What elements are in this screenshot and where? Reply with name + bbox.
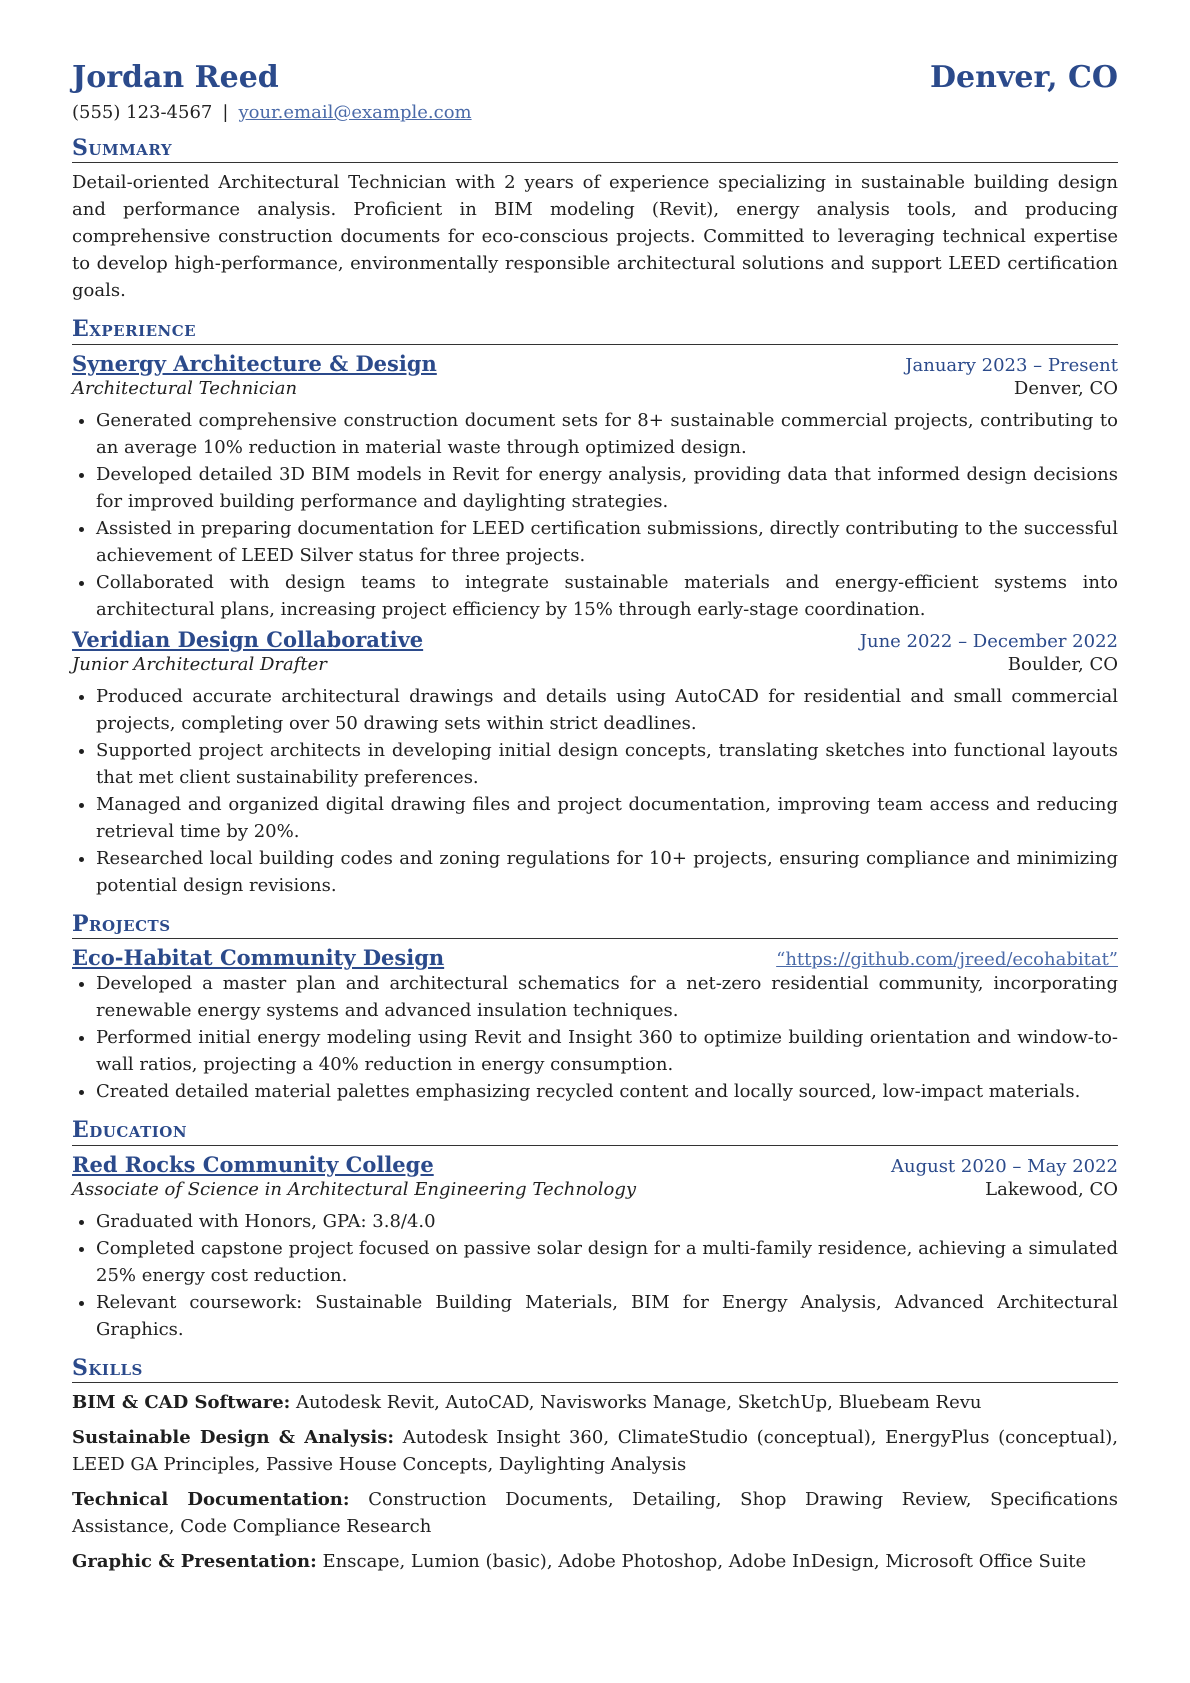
job-location: Denver, CO	[1013, 377, 1118, 399]
education-bullets	[72, 1208, 1118, 1343]
list-item: • Graduated with Honors, GPA: 3.8/4.0	[96, 1208, 1118, 1235]
project-name[interactable]: Eco-Habitat Community Design	[72, 945, 445, 971]
skills-section	[72, 1355, 1118, 1575]
skill-values: Autodesk Revit, AutoCAD, Navisworks Manage, SketchUp, Bluebeam Revu	[296, 1391, 982, 1413]
school-name[interactable]: Red Rocks Community College	[72, 1151, 434, 1177]
company-name[interactable]: Synergy Architecture & Design	[72, 350, 437, 376]
job-role: Architectural Technician	[72, 377, 298, 399]
job-role: Junior Architectural Drafter	[72, 653, 327, 675]
degree-name: Associate of Science in Architectural Engineering Technology	[72, 1178, 637, 1200]
section-title-projects: Projects	[72, 911, 1118, 939]
list-item: • Produced accurate architectural drawings and details using AutoCAD for residential and small commercial projects, completing over 50 drawing sets within strict deadlines.	[96, 683, 1118, 737]
list-item: • Performed initial energy modeling using Revit and Insight 360 to optimize building orientation and window-to-wall ratios, projecting a 40% reduction in energy consumption.	[96, 1024, 1118, 1078]
list-item: • Developed a master plan and architectural schematics for a net-zero residential community, incorporating renewable energy systems and advanced insulation techniques.	[96, 970, 1118, 1024]
list-item: • Developed detailed 3D BIM models in Revit for energy analysis, providing data that informed design decisions for improved building performance and daylighting strategies.	[96, 461, 1118, 515]
candidate-location: Denver, CO	[930, 60, 1118, 95]
contact-separator: |	[222, 102, 229, 123]
school-location: Lakewood, CO	[985, 1178, 1118, 1200]
experience-section	[72, 316, 1118, 898]
projects-section	[72, 911, 1118, 1105]
job-location: Boulder, CO	[1007, 653, 1118, 675]
job-dates: June 2022 – December 2022	[859, 630, 1118, 652]
skill-label: Graphic & Presentation:	[72, 1550, 317, 1572]
job-entry	[72, 627, 1118, 899]
skill-label: Technical Documentation:	[72, 1488, 350, 1510]
summary-section	[72, 135, 1118, 304]
candidate-name: Jordan Reed	[72, 60, 279, 95]
section-title-summary: Summary	[72, 135, 1118, 163]
project-entry	[72, 945, 1118, 1105]
skill-group	[72, 1424, 1118, 1478]
section-title-skills: Skills	[72, 1355, 1118, 1383]
list-item: • Supported project architects in developing initial design concepts, translating sketches into functional layouts that met client sustainability preferences.	[96, 737, 1118, 791]
skill-values: Enscape, Lumion (basic), Adobe Photoshop, Adobe InDesign, Microsoft Office Suite	[322, 1550, 1087, 1572]
section-title-experience: Experience	[72, 316, 1118, 344]
job-bullets	[72, 407, 1118, 623]
job-entry	[72, 351, 1118, 623]
list-item: • Created detailed material palettes emphasizing recycled content and locally sourced, low-impact materials.	[96, 1078, 1118, 1105]
project-link[interactable]: “https://github.com/jreed/ecohabitat”	[776, 949, 1118, 971]
list-item: • Generated comprehensive construction document sets for 8+ sustainable commercial projects, contributing to an average 10% reduction in material waste through optimized design.	[96, 407, 1118, 461]
contact-line	[72, 102, 1118, 123]
list-item: • Relevant coursework: Sustainable Building Materials, BIM for Energy Analysis, Advanced Architectural Graphics.	[96, 1289, 1118, 1343]
email-link[interactable]: your.email@example.com	[238, 102, 472, 123]
education-dates: August 2020 – May 2022	[890, 1155, 1118, 1177]
skill-label: Sustainable Design & Analysis:	[72, 1426, 394, 1448]
skill-values: Construction Documents, Detailing, Shop Drawing Review, Specifications Assistance, Code Compliance Research	[72, 1488, 1118, 1537]
company-name[interactable]: Veridian Design Collaborative	[72, 626, 424, 652]
list-item: • Assisted in preparing documentation for LEED certification submissions, directly contributing to the successful achievement of LEED Silver status for three projects.	[96, 515, 1118, 569]
list-item: • Completed capstone project focused on passive solar design for a multi-family residence, achieving a simulated 25% energy cost reduction.	[96, 1235, 1118, 1289]
project-bullets	[72, 970, 1118, 1105]
list-item: • Collaborated with design teams to integrate sustainable materials and energy-efficient systems into architectural plans, increasing project efficiency by 15% through early-stage coordination.	[96, 569, 1118, 623]
skill-group	[72, 1548, 1118, 1575]
list-item: • Managed and organized digital drawing files and project documentation, improving team access and reducing retrieval time by 20%.	[96, 791, 1118, 845]
skill-values: Autodesk Insight 360, ClimateStudio (conceptual), EnergyPlus (conceptual), LEED GA Principles, Passive House Concepts, Daylighting Analysis	[72, 1426, 1118, 1475]
resume-header	[72, 60, 1118, 96]
skill-group	[72, 1486, 1118, 1540]
job-dates: January 2023 – Present	[905, 354, 1118, 376]
phone-number: (555) 123-4567	[72, 102, 213, 123]
summary-text: Detail-oriented Architectural Technician with 2 years of experience specializing in sustainable building design and performance analysis. Proficient in BIM modeling (Revit), energy analysis tools, and producing comprehensive construction documents for eco-conscious projects. Committed to leveraging technical expertise to develop high-performance, environmentally responsible architectural solutions and support LEED certification goals.	[72, 172, 1118, 302]
section-title-education: Education	[72, 1117, 1118, 1145]
education-section	[72, 1117, 1118, 1342]
list-item: • Researched local building codes and zoning regulations for 10+ projects, ensuring compliance and minimizing potential design revisions.	[96, 845, 1118, 899]
skill-group	[72, 1389, 1118, 1416]
skill-label: BIM & CAD Software:	[72, 1391, 291, 1413]
job-bullets	[72, 683, 1118, 899]
